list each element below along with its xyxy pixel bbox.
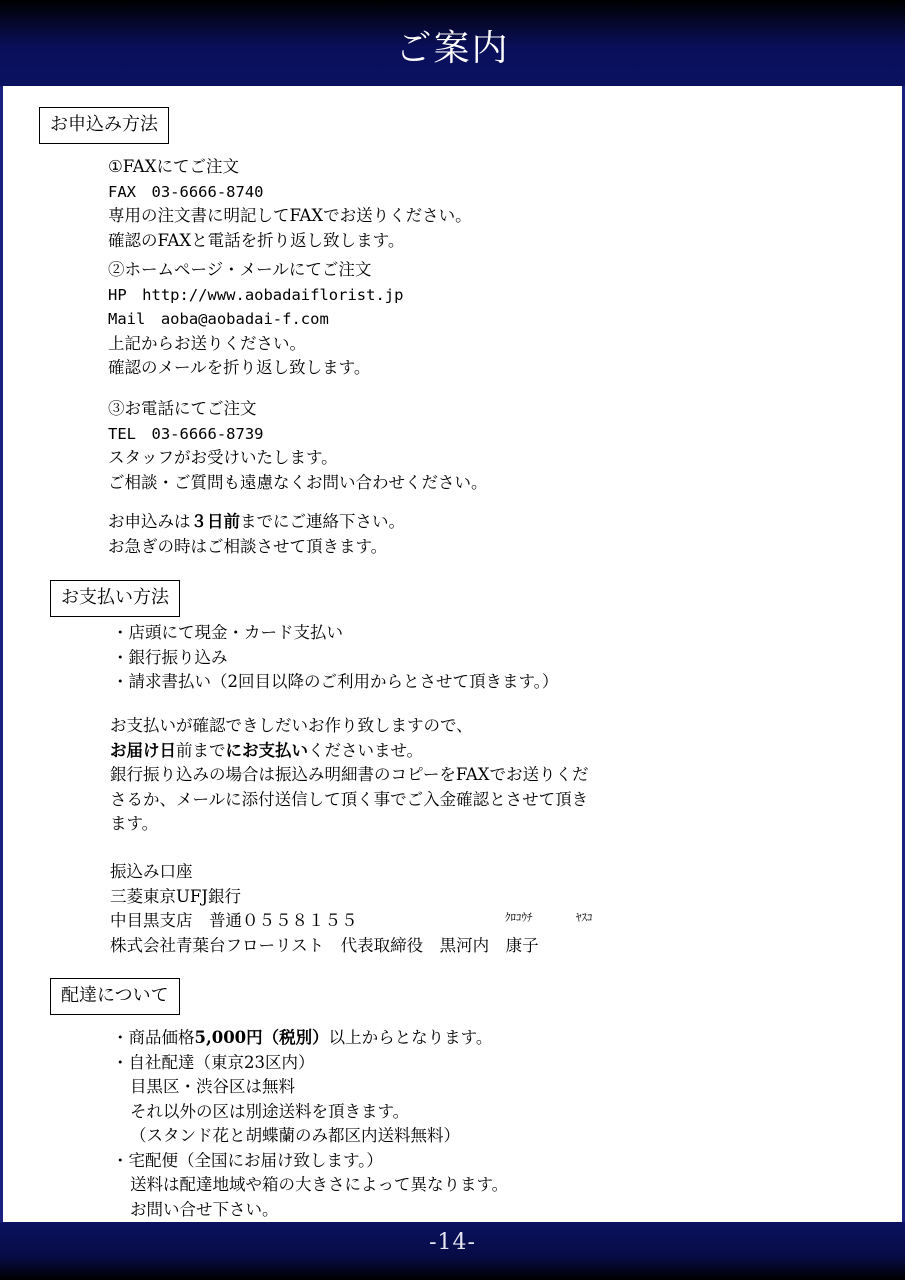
page-header — [0, 0, 905, 86]
email-address[interactable]: Mail aoba@aobadai-f.com — [108, 310, 329, 328]
delivery-line-1-post: 以上からとなります。 — [328, 1028, 493, 1047]
bank-name: 三菱東京UFJ銀行 — [110, 886, 241, 906]
ruby-given-name: ﾔｽｺ — [576, 911, 593, 924]
order-web-block — [108, 258, 403, 381]
fax-number: FAX 03-6666-8740 — [108, 182, 264, 201]
delivery-line-7: 送料は配達地域や箱の大きさによって異なります。 — [130, 1175, 509, 1194]
delivery-day-emphasis: お届け日 — [110, 740, 176, 760]
fax-line-2: 確認のFAXと電話を折り返し致します。 — [108, 230, 405, 250]
delivery-line-4: それ以外の区は別途送料を頂きます。 — [130, 1101, 410, 1121]
phone-line-1: スタッフがお受けいたします。 — [108, 448, 338, 467]
delivery-line-3: 目黒区・渋谷区は無料 — [130, 1077, 295, 1096]
delivery-line-5: （スタンド花と胡蝶蘭のみ都区内送料無料） — [130, 1126, 460, 1145]
deadline-post: までにご連絡下さい。 — [240, 512, 405, 531]
section-heading-delivery: 配達について — [50, 978, 180, 1015]
order-fax-block — [108, 155, 472, 253]
payment-note-1: お支払いが確認できしだいお作り致しますので、 — [110, 716, 473, 735]
section-heading-payment: お支払い方法 — [50, 580, 180, 617]
phone-number: TEL 03-6666-8739 — [108, 424, 264, 443]
payment-note-2-post: くださいませ。 — [308, 740, 424, 760]
bank-account-block — [110, 860, 539, 958]
payment-note-2-mid: 前まで — [176, 740, 226, 760]
payment-note-5: ます。 — [110, 814, 159, 833]
minimum-price: 5,000円（税別） — [194, 1028, 329, 1047]
deadline-pre: お申込みは — [108, 512, 191, 531]
order-deadline-block — [108, 510, 405, 559]
payment-note-2 — [110, 739, 589, 764]
web-title: ②ホームページ・メールにてご注文 — [108, 260, 372, 279]
phone-line-2: ご相談・ご質問も遠慮なくお問い合わせください。 — [108, 472, 488, 492]
homepage-url[interactable]: HP http://www.aobadaiflorist.jp — [108, 285, 404, 304]
section-heading-order: お申込み方法 — [39, 107, 169, 144]
delivery-info — [112, 1026, 508, 1222]
delivery-line-1 — [112, 1026, 508, 1051]
deadline-line-2: お急ぎの時はご相談させて頂きます。 — [108, 536, 388, 556]
deadline-line-1 — [108, 510, 405, 535]
page-title: ご案内 — [395, 28, 510, 69]
payment-method-item: ・店頭にて現金・カード支払い — [112, 623, 343, 642]
ruby-surname: ｸﾛｺｳﾁ — [505, 911, 533, 924]
payment-note-4: さるか、メールに添付送信して頂く事でご入金確認とさせて頂き — [110, 789, 589, 809]
account-holder: 株式会社青葉台フローリスト 代表取締役 黒河内 康子 — [110, 935, 539, 955]
order-phone-block — [108, 397, 488, 495]
payment-emphasis: にお支払い — [225, 740, 308, 760]
payment-method-item: ・請求書払い（2回目以降のご利用からとさせて頂きます。） — [112, 672, 559, 691]
payment-method-item: ・銀行振り込み — [112, 647, 228, 667]
web-line-2: 確認のメールを折り返し致します。 — [108, 358, 371, 377]
delivery-line-6: ・宅配便（全国にお届け致します。） — [112, 1150, 383, 1170]
payment-note-3: 銀行振り込みの場合は振込み明細書のコピーをFAXでお送りくだ — [110, 765, 589, 784]
payment-methods-list — [112, 621, 558, 695]
branch-account: 中目黒支店 普通０５５８１５５ — [110, 911, 358, 930]
delivery-line-1-pre: ・商品価格 — [112, 1028, 195, 1047]
account-label: 振込み口座 — [110, 862, 193, 881]
payment-notes — [110, 714, 589, 837]
delivery-line-8: お問い合せ下さい。 — [130, 1199, 279, 1219]
web-line-1: 上記からお送りください。 — [108, 333, 306, 353]
fax-title: ①FAXにてご注文 — [108, 157, 239, 176]
page-number: -14- — [429, 1230, 476, 1255]
delivery-line-2: ・自社配達（東京23区内） — [112, 1052, 315, 1072]
deadline-days: ３日前 — [190, 512, 240, 531]
phone-title: ③お電話にてご注文 — [108, 399, 257, 418]
page-footer — [0, 1222, 905, 1280]
fax-line-1: 専用の注文書に明記してFAXでお送りください。 — [108, 206, 472, 225]
